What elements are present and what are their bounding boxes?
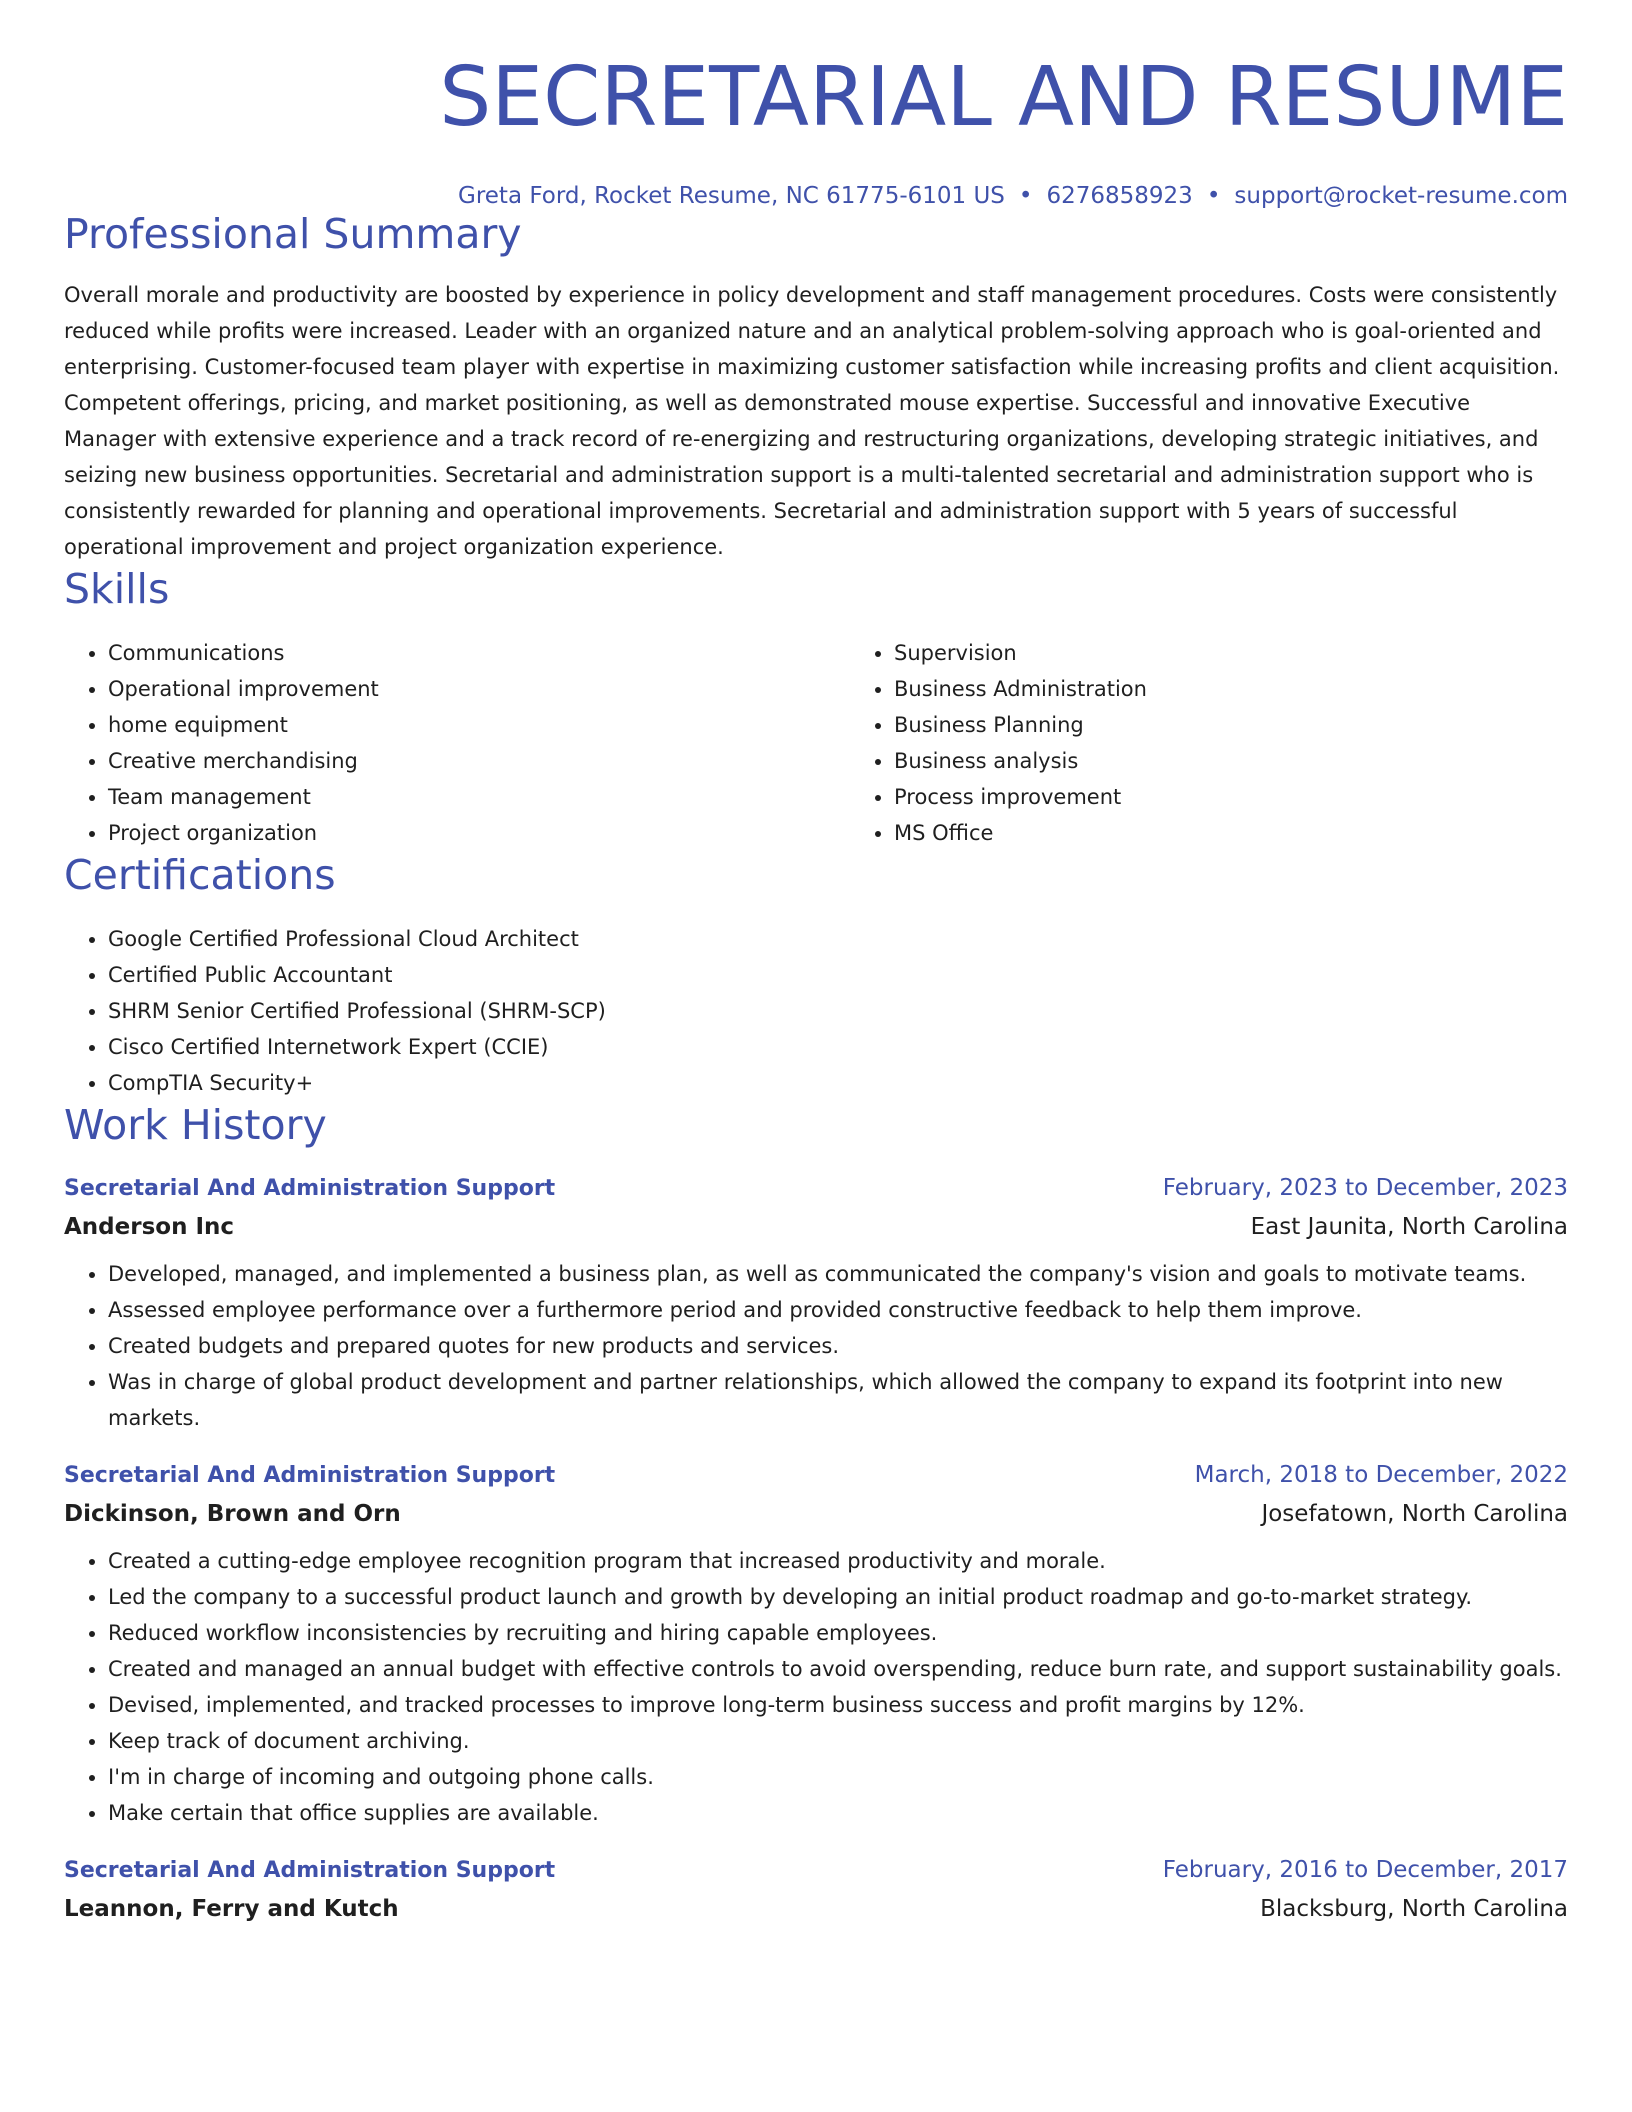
job-dates: February, 2023 to December, 2023	[1162, 1175, 1568, 1201]
certification-item: • Google Certified Professional Cloud Architect	[108, 921, 1568, 957]
skill-item: • MS Office	[894, 815, 1632, 851]
certifications-list	[64, 921, 1568, 1101]
job-company: Dickinson, Brown and Orn	[64, 1501, 401, 1527]
job-header	[64, 1855, 1568, 1886]
duty-item: • I'm in charge of incoming and outgoing phone calls.	[108, 1759, 1568, 1795]
job-entry	[64, 1173, 1568, 1436]
skill-item: • Business Planning	[894, 707, 1632, 743]
job-company: Leannon, Ferry and Kutch	[64, 1896, 399, 1922]
job-header	[64, 1173, 1568, 1204]
job-dates: February, 2016 to December, 2017	[1162, 1857, 1568, 1883]
job-dates: March, 2018 to December, 2022	[1194, 1462, 1568, 1488]
work-history-heading: Work History	[64, 1101, 327, 1149]
job-duties	[64, 1256, 1568, 1436]
duty-item: • Led the company to a successful product launch and growth by developing an initial product roadmap and go-to-market strategy.	[108, 1579, 1568, 1615]
skill-item: • Communications	[108, 635, 850, 671]
skill-item: • Project organization	[108, 815, 850, 851]
job-entry	[64, 1855, 1568, 1924]
contact-separator: •	[1206, 183, 1221, 209]
skill-item: • Creative merchandising	[108, 743, 850, 779]
contact-line	[64, 182, 1568, 210]
skill-item: • Operational improvement	[108, 671, 850, 707]
job-duties	[64, 1543, 1568, 1831]
job-company: Anderson Inc	[64, 1214, 235, 1240]
contact-phone: 6276858923	[1046, 183, 1193, 209]
certification-item: • Certified Public Accountant	[108, 957, 1568, 993]
skills-list-right	[850, 635, 1632, 851]
job-header	[64, 1460, 1568, 1491]
skill-item: • Team management	[108, 779, 850, 815]
duty-item: • Created and managed an annual budget with effective controls to avoid overspending, reduce burn rate, and support sustainability goals.	[108, 1651, 1568, 1687]
skill-item: • Business analysis	[894, 743, 1632, 779]
duty-item: • Make certain that office supplies are available.	[108, 1795, 1568, 1831]
resume-page	[64, 0, 1568, 1924]
certification-item: • SHRM Senior Certified Professional (SHRM-SCP)	[108, 993, 1568, 1029]
resume-title: SECRETARIAL AND RESUME	[439, 50, 1568, 145]
summary-text: Overall morale and productivity are boosted by experience in policy development and staff management procedures. Costs were consistently reduced while profits were increased. Leader with an organized nature and an analytical problem-solving approach who is goal-oriented and enterprising. Customer-focused team player with expertise in maximizing customer satisfaction while increasing profits and client acquisition. Competent offerings, pricing, and market positioning, as well as demonstrated mouse expertise. Successful and innovative Executive Manager with extensive experience and a track record of re-energizing and restructuring organizations, developing strategic initiatives, and seizing new business opportunities. Secretarial and administration support is a multi-talented secretarial and administration support who is consistently rewarded for planning and operational improvements. Secretarial and administration support with 5 years of successful operational improvement and project organization experience.	[64, 283, 1560, 559]
duty-item: • Created budgets and prepared quotes for new products and services.	[108, 1328, 1568, 1364]
skill-item: • Business Administration	[894, 671, 1632, 707]
skills-list-left	[64, 635, 850, 851]
certification-item: • Cisco Certified Internetwork Expert (CCIE)	[108, 1029, 1568, 1065]
job-subheader	[64, 1212, 1568, 1242]
job-title: Secretarial And Administration Support	[64, 1858, 556, 1883]
skill-item: • Supervision	[894, 635, 1632, 671]
contact-address: Greta Ford, Rocket Resume, NC 61775-6101 US	[458, 183, 1005, 209]
duty-item: • Reduced workflow inconsistencies by recruiting and hiring capable employees.	[108, 1615, 1568, 1651]
duty-item: • Created a cutting-edge employee recognition program that increased productivity and morale.	[108, 1543, 1568, 1579]
skill-item: • home equipment	[108, 707, 850, 743]
duty-item: • Keep track of document archiving.	[108, 1723, 1568, 1759]
duty-item: • Assessed employee performance over a furthermore period and provided constructive feedback to help them improve.	[108, 1292, 1568, 1328]
duty-item: • Devised, implemented, and tracked processes to improve long-term business success and profit margins by 12%.	[108, 1687, 1568, 1723]
job-subheader	[64, 1894, 1568, 1924]
skills-grid	[64, 635, 1568, 851]
summary-heading: Professional Summary	[64, 210, 522, 258]
contact-separator: •	[1018, 183, 1033, 209]
job-subheader	[64, 1499, 1568, 1529]
certifications-heading: Certifications	[64, 851, 336, 899]
job-location: Josefatown, North Carolina	[1261, 1501, 1568, 1527]
job-entry	[64, 1460, 1568, 1831]
skill-item: • Process improvement	[894, 779, 1632, 815]
job-location: Blacksburg, North Carolina	[1260, 1896, 1568, 1922]
contact-email: support@rocket-resume.com	[1234, 183, 1568, 209]
duty-item: • Developed, managed, and implemented a business plan, as well as communicated the company's vision and goals to motivate teams.	[108, 1256, 1568, 1292]
job-title: Secretarial And Administration Support	[64, 1176, 556, 1201]
skills-heading: Skills	[64, 565, 170, 613]
job-location: East Jaunita, North Carolina	[1250, 1214, 1568, 1240]
job-title: Secretarial And Administration Support	[64, 1463, 556, 1488]
duty-item: • Was in charge of global product development and partner relationships, which allowed the company to expand its footprint into new markets.	[108, 1364, 1568, 1436]
certification-item: • CompTIA Security+	[108, 1065, 1568, 1101]
